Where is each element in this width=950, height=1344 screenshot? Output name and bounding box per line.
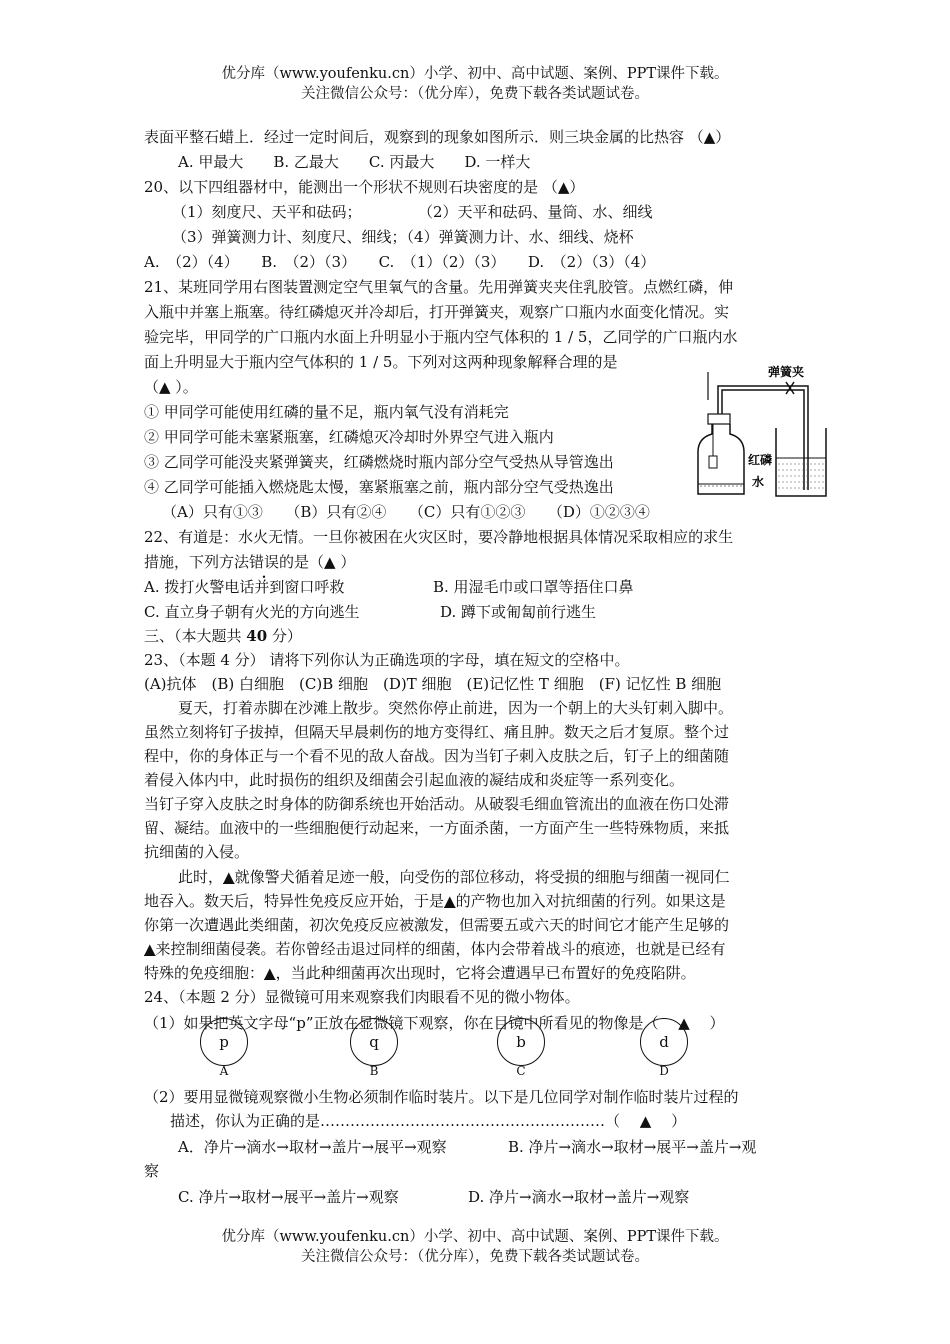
- q23-b1-pre: 此时，: [178, 868, 224, 886]
- figure-label-water: 水: [752, 475, 765, 489]
- q20-item-2: （2）天平和砝码、量筒、水、细线: [418, 203, 653, 221]
- q20-stem: 20、以下四组器材中，能测出一个形状不规则石块密度的是 （▲）: [144, 178, 585, 196]
- q20-options: A. （2）（4） B. （2）（3） C. （1）（2）（3） D. （2）（3）（4）: [144, 253, 656, 271]
- q23-paragraph-7: 抗细菌的入侵。: [144, 843, 250, 861]
- q21-line-4: 面上升明显大于瓶内空气体积的 1 / 5。下列对这两种现象解释合理的是: [144, 353, 618, 371]
- q24-circle-b: q: [350, 1018, 398, 1066]
- q22-line-2: [144, 551, 355, 573]
- q24-option-b-wrap: 察: [144, 1162, 160, 1180]
- q20-item-1: （1）刻度尺、天平和砝码；: [172, 203, 362, 221]
- q23-paragraph-2: 虽然立刻将钉子拔掉，但隔天早晨刺伤的地方变得红、痛且肿。数天之后才复原。整个过: [144, 723, 730, 741]
- q23-paragraph-5: 当钉子穿入皮肤之时身体的防御系统也开始活动。从破裂毛细血管流出的血液在伤口处滞: [144, 795, 730, 813]
- q23-blank-1: ▲: [223, 868, 235, 886]
- section-3-post: 分）: [267, 627, 302, 645]
- q23-b2-post: 的产物也加入对抗细菌的行列。如果这是: [455, 892, 726, 910]
- footer-line-2: 关注微信公众号：（优分库），免费下载各类试题试卷。: [301, 1249, 649, 1265]
- footer-line-1: 优分库（www.youfenku.cn）小学、初中、高中试题、案例、PPT课件下载。: [221, 1229, 729, 1245]
- section-3-pre: 三、（本大题共: [144, 627, 247, 645]
- q23-stem: 23、（本题 4 分） 请将下列你认为正确选项的字母，填在短文的空格中。: [144, 651, 630, 669]
- q23-blank-line-3: [144, 938, 726, 960]
- q22-option-b: B. 用湿毛巾或口罩等捂住口鼻: [433, 578, 634, 596]
- q21-statement-3: ③ 乙同学可能没夹紧弹簧夹，红磷燃烧时瓶内部分空气受热从导管逸出: [144, 453, 614, 471]
- q22-line-1: 22、有道是：水火无情。一旦你被困在火灾区时，要冷静地根据具体情况采取相应的求生: [144, 528, 734, 546]
- q24-sub-2b: 描述，你认为正确的是…………………………………………………（ ▲ ）: [170, 1112, 687, 1130]
- q24-circle-c-label: C: [516, 1064, 526, 1078]
- q21-line-2: 入瓶中并塞上瓶塞。待红磷熄灭并冷却后，打开弹簧夹，观察广口瓶内水面变化情况。实: [144, 303, 730, 321]
- q21-statement-4: ④ 乙同学可能插入燃烧匙太慢，塞紧瓶塞之前，瓶内部分空气受热逸出: [144, 478, 614, 496]
- q23-choices: (A)抗体 (B) 白细胞 (C)B 细胞 (D)T 细胞 (E)记忆性 T 细胞 (F) 记忆性 B 细胞: [144, 675, 722, 693]
- q23-paragraph-8: 你第一次遭遇此类细菌，初次免疫反应被激发，但需要五或六天的时间它才能产生足够的: [144, 916, 730, 934]
- q22-post: 的是（▲ ）: [279, 553, 356, 571]
- q21-options: （A）只有①③ （B）只有②④ （C）只有①②③ （D）①②③④: [162, 503, 650, 521]
- q23-paragraph-1: 夏天，打着赤脚在沙滩上散步。突然你停止前进，因为一个朝上的大头钉刺入脚中。: [178, 699, 734, 717]
- q24-option-d: D. 净片→滴水→取材→盖片→观察: [468, 1188, 690, 1206]
- q24-circle-a: p: [200, 1018, 248, 1066]
- header-line-2: 关注微信公众号：（优分库），免费下载各类试题试卷。: [301, 86, 649, 102]
- q23-paragraph-6: 留、凝结。血液中的一些细胞便行动起来，一方面杀菌，一方面产生一些特殊物质，来抵: [144, 819, 730, 837]
- q23-b1-post: 就像警犬循着足迹一般，向受伤的部位移动，将受损的细胞与细菌一视同仁: [234, 868, 730, 886]
- q23-blank-line-1: [178, 866, 730, 888]
- header-line-1: 优分库（www.youfenku.cn）小学、初中、高中试题、案例、PPT课件下载。: [221, 66, 729, 82]
- q23-b4-post: ，当此种细菌再次出现时，它将会遭遇早已布置好的免疫陷阱。: [275, 964, 696, 982]
- q21-line-5: （▲ ）。: [144, 378, 198, 396]
- q24-circle-b-label: B: [369, 1064, 379, 1078]
- q23-b3-post: 来控制细菌侵袭。若你曾经击退过同样的细菌，体内会带着战斗的痕迹，也就是已经有: [155, 940, 726, 958]
- q22-option-c: C. 直立身子朝有火光的方向逃生: [144, 603, 360, 621]
- q23-blank-line-4: [144, 962, 696, 984]
- q24-option-a: A．净片→滴水→取材→盖片→展平→观察: [178, 1138, 447, 1156]
- section-3-title: [144, 625, 302, 647]
- q24-option-c: C. 净片→取材→展平→盖片→观察: [178, 1188, 399, 1206]
- q21-line-1: 21、某班同学用右图装置测定空气里氧气的含量。先用弹簧夹夹住乳胶管。点燃红磷，伸: [144, 278, 734, 296]
- section-3-score: 40: [246, 627, 268, 645]
- q20-item-3: （3）弹簧测力计、刻度尺、细线；（4）弹簧测力计、水、细线、烧杯: [172, 228, 634, 246]
- q23-blank-2: ▲: [444, 892, 456, 910]
- q23-blank-3: ▲: [144, 940, 156, 958]
- q19-tail: 表面平整石蜡上．经过一定时间后，观察到的现象如图所示．则三块金属的比热容 （▲）: [144, 128, 731, 146]
- q23-blank-line-2: [144, 890, 726, 912]
- q24-circle-d: d: [640, 1018, 688, 1066]
- oxygen-apparatus-figure: [690, 360, 830, 500]
- q23-paragraph-3: 程中，你的身体正与一个看不见的敌人奋战。因为当钉子刺入皮肤之后，钉子上的细菌随: [144, 747, 730, 765]
- q23-paragraph-4: 着侵入体内中，此时损伤的组织及细菌会引起血液的凝结成和炎症等一系列变化。: [144, 771, 685, 789]
- q24-circle-d-label: D: [659, 1064, 669, 1078]
- q21-line-3: 验完毕，甲同学的广口瓶内水面上升明显小于瓶内空气体积的 1 / 5，乙同学的广口瓶内水: [144, 328, 738, 346]
- q23-b2-pre: 地吞入。数天后，特异性免疫反应开始，于是: [144, 892, 445, 910]
- q23-b4-pre: 特殊的免疫细胞：: [144, 964, 265, 982]
- q24-circle-a-label: A: [219, 1064, 229, 1078]
- q24-circle-c: b: [497, 1018, 545, 1066]
- q22-option-d: D. 蹲下或匍匐前行逃生: [440, 603, 597, 621]
- q24-sub-2a: （2）要用显微镜观察微小生物必须制作临时装片。以下是几位同学对制作临时装片过程的: [144, 1088, 739, 1106]
- q22-dotted-word: 错误: [249, 553, 280, 571]
- q22-pre: 措施，下列方法: [144, 553, 250, 571]
- figure-label-clip: 弹簧夹: [768, 365, 805, 379]
- q23-blank-4: ▲: [264, 964, 276, 982]
- q24-sub-1: （1）如果把英文字母“p”正放在显微镜下观察，你在目镜中所看见的物像是（ ▲ ）: [144, 1014, 725, 1032]
- q21-statement-2: ② 甲同学可能未塞紧瓶塞，红磷熄灭冷却时外界空气进入瓶内: [144, 428, 554, 446]
- figure-label-phosphorus: 红磷: [748, 453, 773, 467]
- q24-option-b: B. 净片→滴水→取材→展平→盖片→观: [508, 1138, 757, 1156]
- q24-stem: 24、（本题 2 分）显微镜可用来观察我们肉眼看不见的微小物体。: [144, 988, 580, 1006]
- q21-statement-1: ① 甲同学可能使用红磷的量不足，瓶内氧气没有消耗完: [144, 403, 509, 421]
- q22-option-a: A. 拨打火警电话并到窗口呼救: [144, 578, 345, 596]
- q19-options: A. 甲最大 B. 乙最大 C. 丙最大 D. 一样大: [178, 153, 531, 171]
